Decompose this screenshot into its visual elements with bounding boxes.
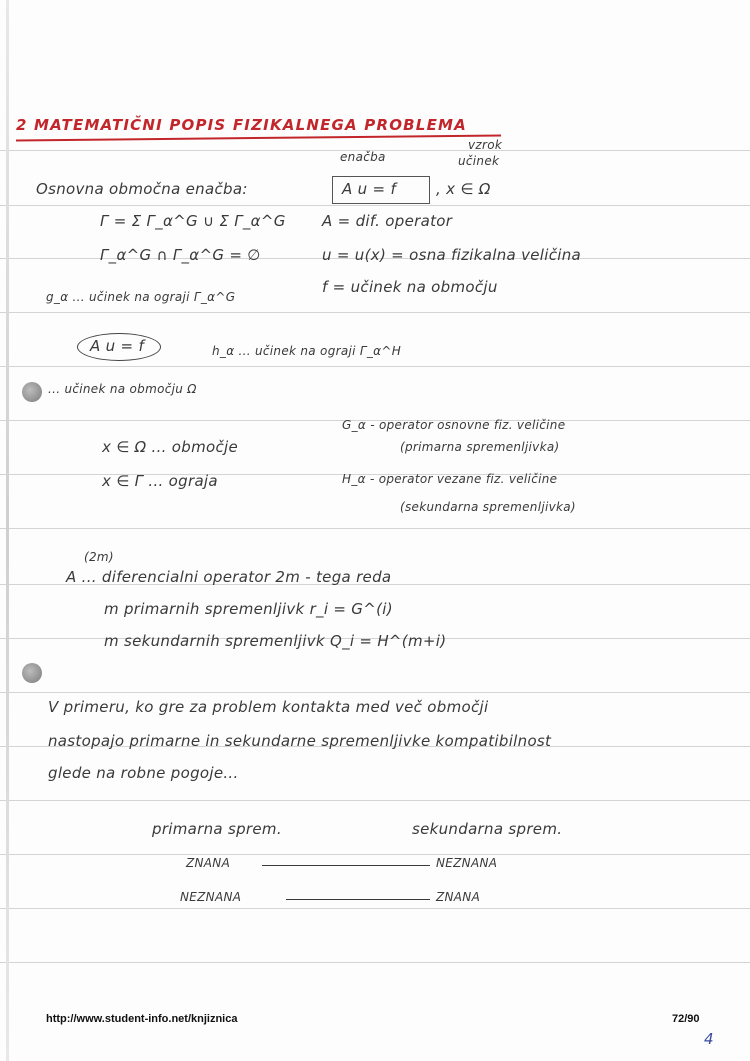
definition-u: u = u(x) = osna fizikalna veličina <box>322 246 582 264</box>
set-gamma: x ∈ Γ ... ograja <box>102 472 218 490</box>
footer-page: 72/90 <box>672 1013 700 1025</box>
diff-operator-line2: m primarnih spremenljivk r_i = G^(i) <box>104 600 393 618</box>
paragraph-line-2: nastopajo primarne in sekundarne spremenljivke kompatibilnost <box>48 732 552 750</box>
row2-right: ZNANA <box>436 890 481 904</box>
operator-G: G_α - operator osnovne fiz. veličine <box>342 418 566 432</box>
row2-left: NEZNANA <box>180 890 242 904</box>
operator-H: H_α - operator vezane fiz. veličine <box>342 472 558 486</box>
domain-condition: , x ∈ Ω <box>436 180 491 198</box>
row1-left: ZNANA <box>186 856 231 870</box>
operator-H-sub: (sekundarna spremenljivka) <box>400 500 576 514</box>
operator-G-sub: (primarna spremenljivka) <box>400 440 560 454</box>
double-arrow-2 <box>286 899 430 900</box>
punch-hole <box>22 382 42 402</box>
note-h-alpha: h_α ... učinek na ograji Γ_α^H <box>212 344 402 358</box>
annotation-enacba: enačba <box>340 150 386 164</box>
table-col-primary: primarna sprem. <box>152 820 282 838</box>
annotation-vzrok: vzrok <box>468 138 503 152</box>
set-omega: x ∈ Ω ... območje <box>102 438 239 456</box>
diff-operator-line3: m sekundarnih spremenljivk Q_i = H^(m+i) <box>104 632 447 650</box>
boxed-equation: A u = f <box>342 180 397 198</box>
title-underline <box>16 134 501 141</box>
main-equation-label: Osnovna območna enačba: <box>36 180 248 198</box>
footer-url: http://www.student-info.net/knjiznica <box>46 1013 238 1025</box>
table-col-secondary: sekundarna sprem. <box>412 820 563 838</box>
margin-line <box>6 0 9 1061</box>
definition-A: A = dif. operator <box>322 212 453 230</box>
page-number: 4 <box>704 1030 714 1048</box>
row1-right: NEZNANA <box>436 856 498 870</box>
definition-f: f = učinek na območju <box>322 278 498 296</box>
boundary-intersection: Γ_α^G ∩ Γ_α^G = ∅ <box>100 246 261 264</box>
double-arrow-1 <box>262 865 430 866</box>
diff-operator-line1: A ... diferencialni operator 2m - tega reda <box>66 568 392 586</box>
note-ucinek: ... učinek na območju Ω <box>48 382 197 396</box>
note-g-alpha: g_α ... učinek na ograji Γ_α^G <box>46 290 236 304</box>
paragraph-line-3: glede na robne pogoje... <box>48 764 239 782</box>
diff-operator-sup: (2m) <box>84 550 114 564</box>
page-title: 2 MATEMATIČNI POPIS FIZIKALNEGA PROBLEMA <box>16 116 467 134</box>
punch-hole <box>22 663 42 683</box>
boundary-union: Γ = Σ Γ_α^G ∪ Σ Γ_α^G <box>100 212 286 230</box>
ellipse-equation: A u = f <box>90 337 145 355</box>
paragraph-line-1: V primeru, ko gre za problem kontakta med več območji <box>48 698 489 716</box>
annotation-ucinek: učinek <box>458 154 500 168</box>
